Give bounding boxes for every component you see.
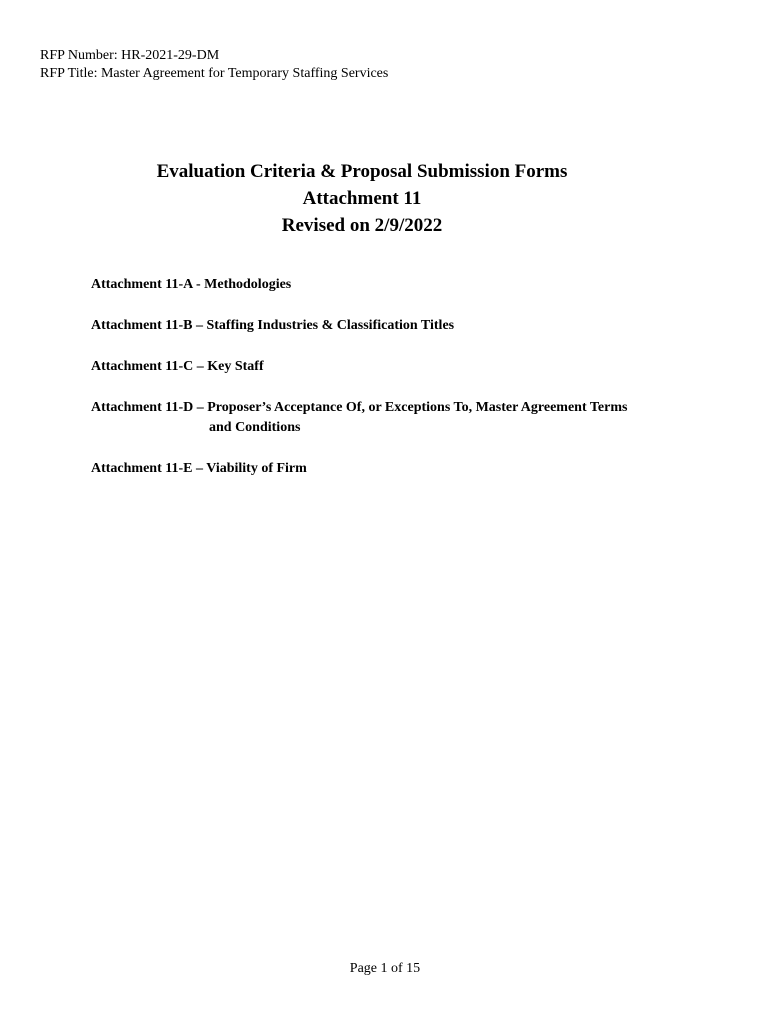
attachment-item-label: Attachment 11-C – Key Staff	[91, 359, 264, 374]
attachment-item-11b	[91, 316, 711, 336]
document-title	[0, 158, 724, 239]
attachment-item-label: Attachment 11-E – Viability of Firm	[91, 461, 307, 476]
title-line-3: Revised on 2/9/2022	[281, 215, 443, 236]
title-line-1: Evaluation Criteria & Proposal Submission Forms	[156, 161, 568, 182]
attachment-item-11c	[91, 357, 711, 377]
attachment-list	[91, 275, 711, 500]
rfp-number: RFP Number: HR-2021-29-DM	[40, 48, 220, 63]
document-header	[40, 47, 388, 83]
attachment-item-11a	[91, 275, 711, 295]
attachment-item-label: Attachment 11-B – Staffing Industries & Classification Titles	[91, 318, 455, 333]
title-line-2: Attachment 11	[302, 188, 422, 209]
rfp-title: RFP Title: Master Agreement for Temporary Staffing Services	[40, 66, 389, 81]
attachment-item-continuation: and Conditions	[209, 420, 301, 435]
page-number: Page 1 of 15	[349, 961, 421, 976]
attachment-item-11d	[91, 398, 711, 438]
attachment-item-11e	[91, 459, 711, 479]
attachment-item-label: Attachment 11-A - Methodologies	[91, 277, 292, 292]
attachment-item-label: Attachment 11-D – Proposer’s Acceptance Of, or Exceptions To, Master Agreement Terms	[91, 400, 628, 415]
